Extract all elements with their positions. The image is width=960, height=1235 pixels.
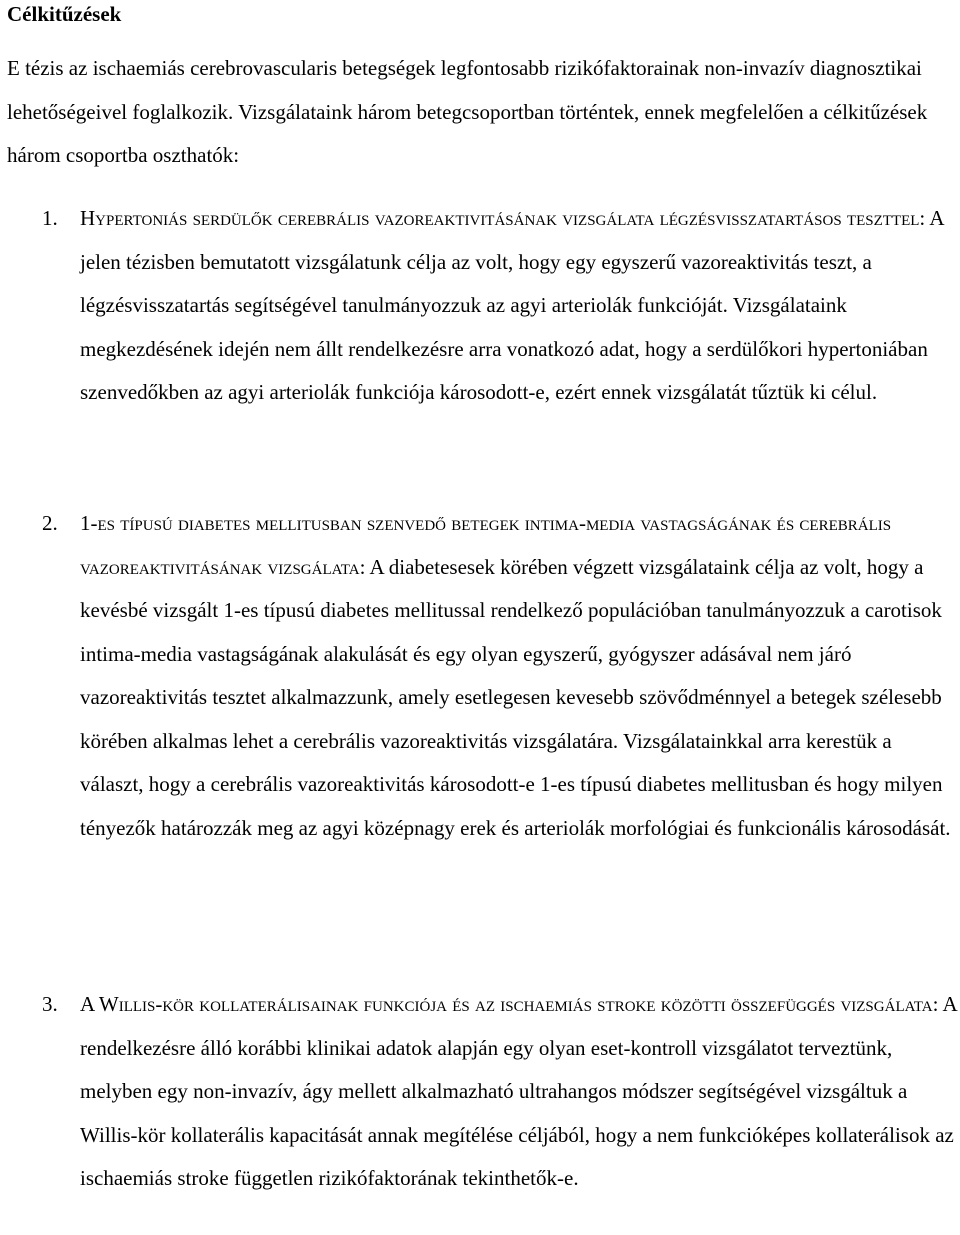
list-item-text: A rendelkezésre álló korábbi klinikai adatok alapján egy olyan eset-kontroll vizsgálatot terveztünk, melyben egy non-invazív, ágy mellett alkalmazható ultrahangos módszer segítségével vizsgáltuk a Willis-kör kollaterális kapacitását annak megítélése céljából, hogy a nem funkcióképes kollaterálisok az ischaemiás stroke független rizikófaktorának tekinthetők-e. [80, 992, 957, 1190]
list-item-number: 1. [42, 206, 58, 230]
list-item-body [80, 502, 958, 850]
list-item-body [80, 197, 958, 415]
list-item-number: 3. [42, 992, 58, 1016]
list-item-heading: 1-es típusú diabetes mellitusban szenvedő betegek intima-media vastagságának és cerebrális vazoreaktivitásának vizsgálata: [80, 511, 892, 579]
list-item-text: A jelen tézisben bemutatott vizsgálatunk célja az volt, hogy egy egyszerű vazoreaktivitás teszt, a légzésvisszatartás segítségével tanulmányozzuk az agyi arteriolák funkcióját. Vizsgálataink megkezdésének idején nem állt rendelkezésre arra vonatkozó adat, hogy a serdülőkori hypertoniában szenvedőkben az agyi arteriolák funkciója károsodott-e, ezért ennek vizsgálatát tűztük ki célul. [80, 206, 944, 404]
intro-paragraph: E tézis az ischaemiás cerebrovascularis betegségek legfontosabb rizikófaktorainak non-invazív diagnosztikai lehetőségeivel foglalkozik. Vizsgálataink három betegcsoportban történtek, ennek megfelelően a célkitűzések három csoportba oszthatók: [7, 56, 928, 167]
page-title: Célkitűzések [7, 2, 122, 26]
list-item-heading: Hypertoniás serdülők cerebrális vazoreaktivitásának vizsgálata légzésvisszatartásos teszttel: [80, 206, 926, 230]
list-item-number: 2. [42, 511, 58, 535]
list-item-heading: A Willis-kör kollaterálisainak funkciója és az ischaemiás stroke közötti összefüggés vizsgálata: [80, 992, 939, 1016]
list-item-text: A diabetesesek körében végzett vizsgálataink célja az volt, hogy a kevésbé vizsgált 1-es típusú diabetes mellitussal rendelkező populációban tanulmányozzuk a carotisok intima-media vastagságának alakulását és egy olyan egyszerű, gyógyszer adásával nem járó vazoreaktivitás tesztet alkalmazzunk, amely esetlegesen kevesebb szövődménnyel a betegek szélesebb körében alkalmas lehet a cerebrális vazoreaktivitás vizsgálatára. Vizsgálatainkkal arra kerestük a választ, hogy a cerebrális vazoreaktivitás károsodott-e 1-es típusú diabetes mellitusban és hogy milyen tényezők határozzák meg az agyi középnagy erek és arteriolák morfológiai és funkcionális károsodását. [80, 554, 951, 840]
list-item-body [80, 983, 958, 1201]
